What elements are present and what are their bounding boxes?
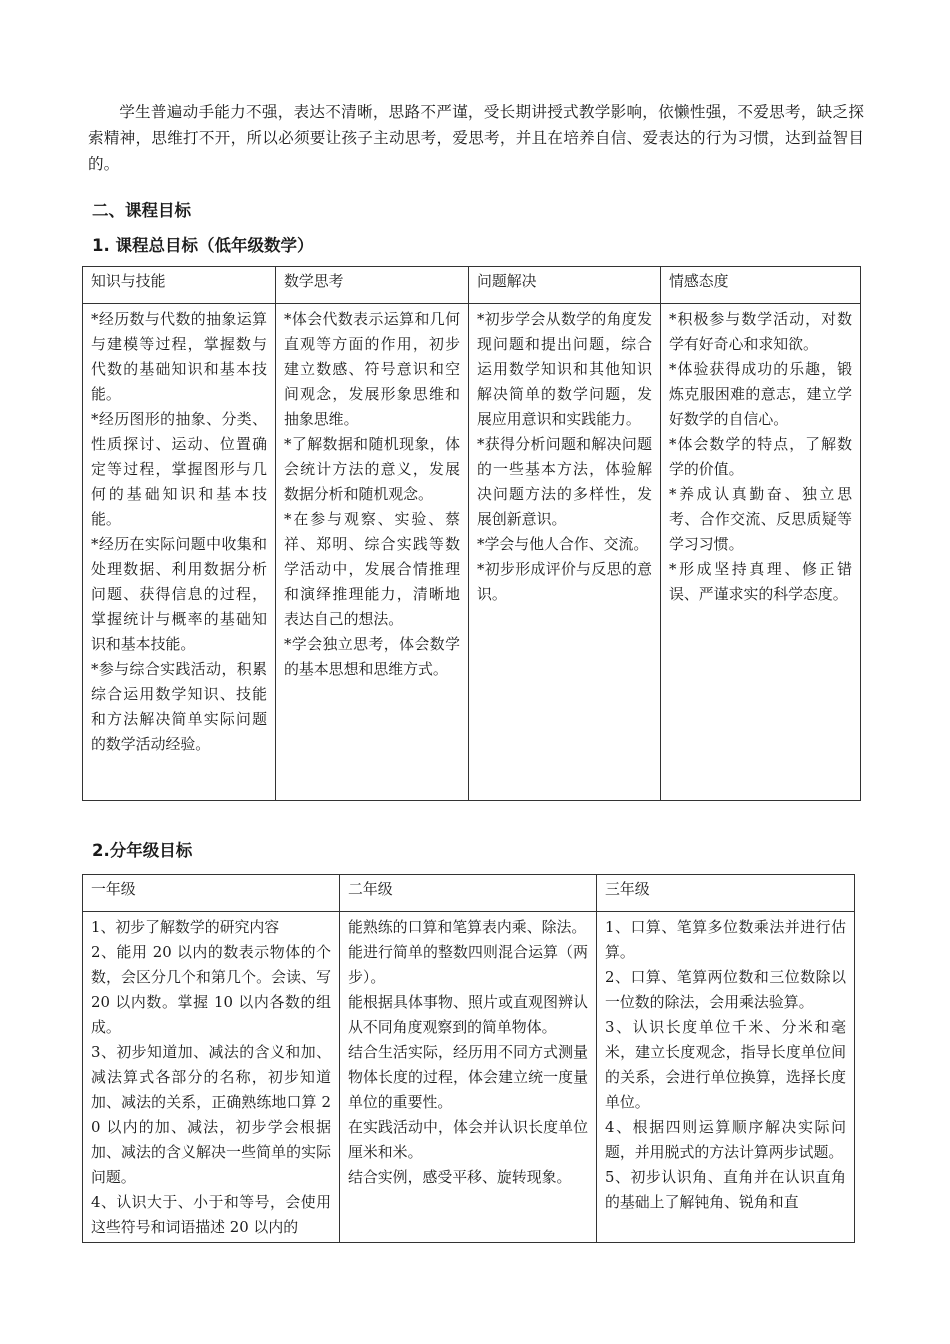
header-cell <box>340 875 597 912</box>
cell-paragraph: *经历数与代数的抽象运算与建模等过程，掌握数与代数的基础知识和基本技能。 <box>91 310 267 403</box>
cell-paragraph: 结合生活实际，经历用不同方式测量物体长度的过程，体会建立统一度量单位的重要性。 <box>348 1043 588 1111</box>
table-cell <box>597 912 855 1243</box>
column-header-thinking: 数学思考 <box>284 272 344 290</box>
cell-paragraph: *获得分析问题和解决问题的一些基本方法，体验解决问题方法的多样性，发展创新意识。 <box>477 435 652 528</box>
cell-paragraph: *体会代数表示运算和几何直观等方面的作用，初步建立数感、符号意识和空间观念，发展形象思维和抽象思维。 <box>284 310 460 428</box>
cell-paragraph: 能熟练的口算和笔算表内乘、除法。 <box>348 918 587 936</box>
grade-goals-table <box>82 874 855 1243</box>
cell-paragraph: 在实践活动中，体会并认识长度单位厘米和米。 <box>348 1118 588 1161</box>
intro-paragraph: 学生普遍动手能力不强，表达不清晰，思路不严谨，受长期讲授式教学影响，依懒性强，不爱思考，缺乏探索精神，思维打不开，所以必须要让孩子主动思考，爱思考，并且在培养自信、爱表达的行为习惯，达到益智目的。 <box>88 103 864 173</box>
header-cell <box>469 267 661 304</box>
column-header-grade-2: 二年级 <box>348 880 393 898</box>
cell-paragraph: 2、口算、笔算两位数和三位数除以一位数的除法，会用乘法验算。 <box>605 968 846 1011</box>
cell-paragraph: 结合实例，感受平移、旋转现象。 <box>348 1168 572 1186</box>
cell-paragraph: 1、初步了解数学的研究内容 <box>91 918 280 936</box>
cell-paragraph: *参与综合实践活动，积累综合运用数学知识、技能和方法解决简单实际问题的数学活动经验。 <box>91 660 267 753</box>
cell-paragraph: 5、初步认识角、直角并在认识直角的基础上了解钝角、锐角和直 <box>605 1168 846 1211</box>
table-cell <box>469 304 661 801</box>
cell-paragraph: *体验获得成功的乐趣，锻炼克服困难的意志，建立学好数学的自信心。 <box>669 360 852 428</box>
header-cell <box>661 267 861 304</box>
table-header-row <box>83 875 855 912</box>
cell-paragraph: 2、能用 20 以内的数表示物体的个数，会区分几个和第几个。会读、写 20 以内数。掌握 10 以内各数的组成。 <box>91 943 331 1036</box>
table-header-row <box>83 267 861 304</box>
table-row <box>83 304 861 801</box>
table-cell <box>340 912 597 1243</box>
grade-goals-heading: 2.分年级目标 <box>92 841 193 860</box>
column-header-knowledge: 知识与技能 <box>91 272 166 290</box>
cell-paragraph: 能根据具体事物、照片或直观图辨认从不同角度观察到的简单物体。 <box>348 993 588 1036</box>
header-cell <box>276 267 469 304</box>
overall-goals-heading: 1. 课程总目标（低年级数学） <box>92 236 314 255</box>
cell-paragraph: *学会与他人合作、交流。 <box>477 535 649 553</box>
header-cell <box>83 267 276 304</box>
cell-paragraph: *初步形成评价与反思的意识。 <box>477 560 652 603</box>
cell-paragraph: *在参与观察、实验、蔡祥、郑明、综合实践等数学活动中，发展合情推理和演绎推理能力，清晰地表达自己的想法。 <box>284 510 460 628</box>
cell-paragraph: *了解数据和随机现象，体会统计方法的意义，发展数据分析和随机观念。 <box>284 435 460 503</box>
column-header-grade-1: 一年级 <box>91 880 136 898</box>
table-cell <box>83 912 340 1243</box>
table-row <box>83 912 855 1243</box>
cell-paragraph: 3、认识长度单位千米、分米和毫米，建立长度观念，指导长度单位间的关系，会进行单位换算，选择长度单位。 <box>605 1018 846 1111</box>
cell-paragraph: *养成认真勤奋、独立思考、合作交流、反思质疑等学习习惯。 <box>669 485 852 553</box>
cell-paragraph: *积极参与数学活动，对数学有好奇心和求知欲。 <box>669 310 852 353</box>
section-heading: 二、课程目标 <box>92 201 191 220</box>
cell-paragraph: *体会数学的特点，了解数学的价值。 <box>669 435 852 478</box>
column-header-attitude: 情感态度 <box>669 272 729 290</box>
column-header-grade-3: 三年级 <box>605 880 650 898</box>
cell-paragraph: *经历图形的抽象、分类、性质探讨、运动、位置确定等过程，掌握图形与几何的基础知识和基本技能。 <box>91 410 267 528</box>
table-cell <box>276 304 469 801</box>
cell-paragraph: 4、根据四则运算顺序解决实际问题，并用脱式的方法计算两步试题。 <box>605 1118 846 1161</box>
cell-paragraph: 3、初步知道加、减法的含义和加、减法算式各部分的名称，初步知道加、减法的关系，正确熟练地口算 20 以内的加、减法，初步学会根据加、减法的含义解决一些简单的实际问题。 <box>91 1043 331 1186</box>
cell-paragraph: 能进行简单的整数四则混合运算（两步）。 <box>348 943 588 986</box>
header-cell <box>597 875 855 912</box>
overall-goals-table <box>82 266 861 801</box>
cell-paragraph: *初步学会从数学的角度发现问题和提出问题，综合运用数学知识和其他知识解决简单的数学问题，发展应用意识和实践能力。 <box>477 310 652 428</box>
column-header-problem-solving: 问题解决 <box>477 272 537 290</box>
cell-paragraph: 1、口算、笔算多位数乘法并进行估算。 <box>605 918 846 961</box>
cell-paragraph: 4、认识大于、小于和等号，会使用这些符号和词语描述 20 以内的 <box>91 1193 331 1236</box>
header-cell <box>83 875 340 912</box>
cell-paragraph: *经历在实际问题中收集和处理数据、利用数据分析问题、获得信息的过程，掌握统计与概率的基础知识和基本技能。 <box>91 535 267 653</box>
cell-paragraph: *学会独立思考，体会数学的基本思想和思维方式。 <box>284 635 460 678</box>
table-cell <box>661 304 861 801</box>
table-cell <box>83 304 276 801</box>
cell-paragraph: *形成坚持真理、修正错误、严谨求实的科学态度。 <box>669 560 852 603</box>
